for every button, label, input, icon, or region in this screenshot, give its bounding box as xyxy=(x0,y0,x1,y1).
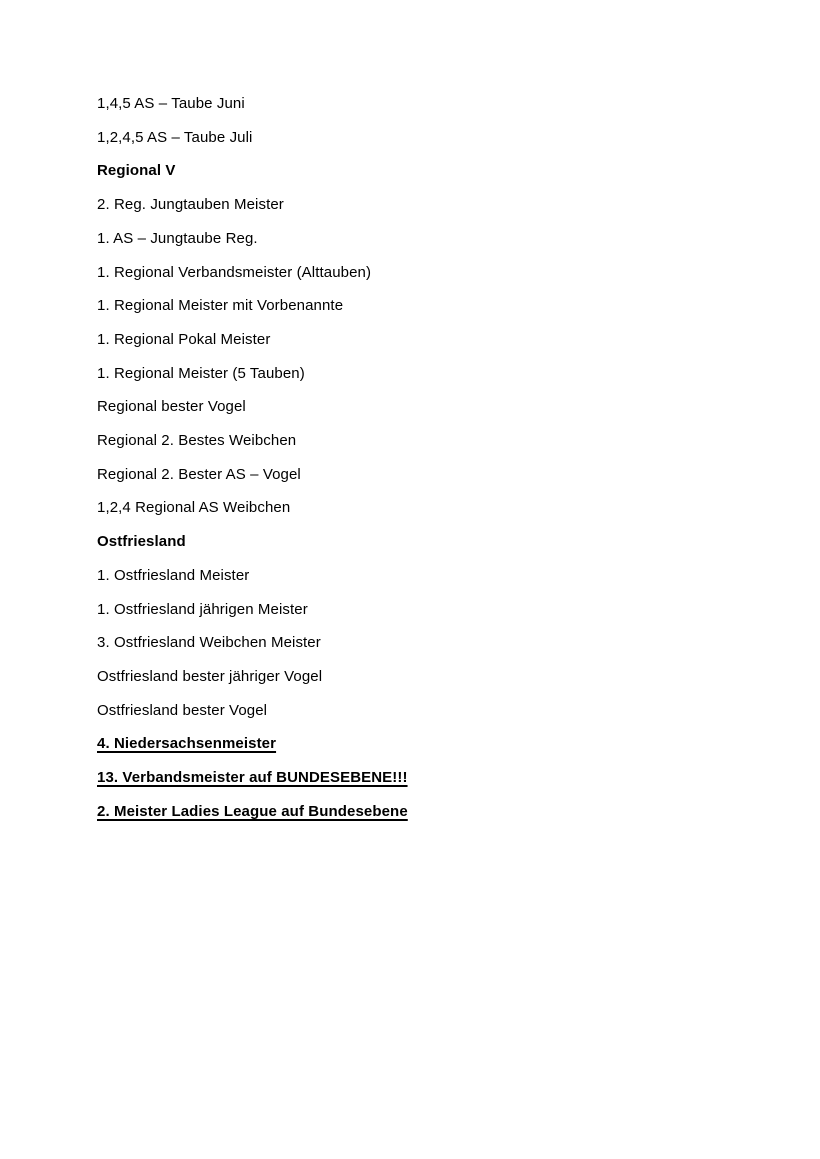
document-line-text: 1. AS – Jungtaube Reg. xyxy=(97,229,258,247)
document-line xyxy=(97,626,760,660)
document-line xyxy=(97,154,760,188)
document-line xyxy=(97,390,760,424)
document-line xyxy=(97,559,760,593)
document-line-text: 1. Regional Verbandsmeister (Alttauben) xyxy=(97,263,372,281)
document-line-text: Ostfriesland bester jähriger Vogel xyxy=(97,667,323,685)
document-line xyxy=(97,424,760,458)
document-line-text: Ostfriesland bester Vogel xyxy=(97,701,268,719)
document-line-text: Regional 2. Bestes Weibchen xyxy=(97,432,297,450)
document-line-text: 3. Ostfriesland Weibchen Meister xyxy=(97,634,321,652)
document-line-text: 1,2,4 Regional AS Weibchen xyxy=(97,499,291,517)
document-line-text: 1. Regional Pokal Meister xyxy=(97,330,271,348)
document-line xyxy=(97,121,760,155)
document-line-text: Ostfriesland xyxy=(97,533,186,551)
document-line xyxy=(97,761,760,795)
document-line xyxy=(97,727,760,761)
document-line xyxy=(97,222,760,256)
document-line xyxy=(97,660,760,694)
document-line xyxy=(97,525,760,559)
document-line-text: 1. Regional Meister mit Vorbenannte xyxy=(97,297,344,315)
document-line-text: 2. Meister Ladies League auf Bundesebene xyxy=(97,802,408,820)
document-line xyxy=(97,323,760,357)
document-line-text: 1,4,5 AS – Taube Juni xyxy=(97,95,245,112)
document-line xyxy=(97,593,760,627)
document-line xyxy=(97,87,760,121)
document-line xyxy=(97,289,760,323)
document-line-text: 4. Niedersachsenmeister xyxy=(97,735,277,753)
document-line-text: Regional bester Vogel xyxy=(97,398,246,416)
document-line xyxy=(97,491,760,525)
document-line xyxy=(97,357,760,391)
document-line-text: 2. Reg. Jungtauben Meister xyxy=(97,196,284,214)
document-line xyxy=(97,458,760,492)
document-line xyxy=(97,795,760,829)
document-line xyxy=(97,188,760,222)
document-line xyxy=(97,256,760,290)
document-line-text: 13. Verbandsmeister auf BUNDESEBENE!!! xyxy=(97,769,408,787)
document-line-text: 1. Ostfriesland jährigen Meister xyxy=(97,600,308,618)
document-line-text: 1. Regional Meister (5 Tauben) xyxy=(97,364,305,382)
document-line-text: Regional V xyxy=(97,162,176,180)
document-line-text: 1. Ostfriesland Meister xyxy=(97,566,250,584)
document-line xyxy=(97,694,760,728)
document-line-text: Regional 2. Bester AS – Vogel xyxy=(97,465,301,483)
document-body xyxy=(97,87,760,828)
document-line-text: 1,2,4,5 AS – Taube Juli xyxy=(97,128,253,146)
